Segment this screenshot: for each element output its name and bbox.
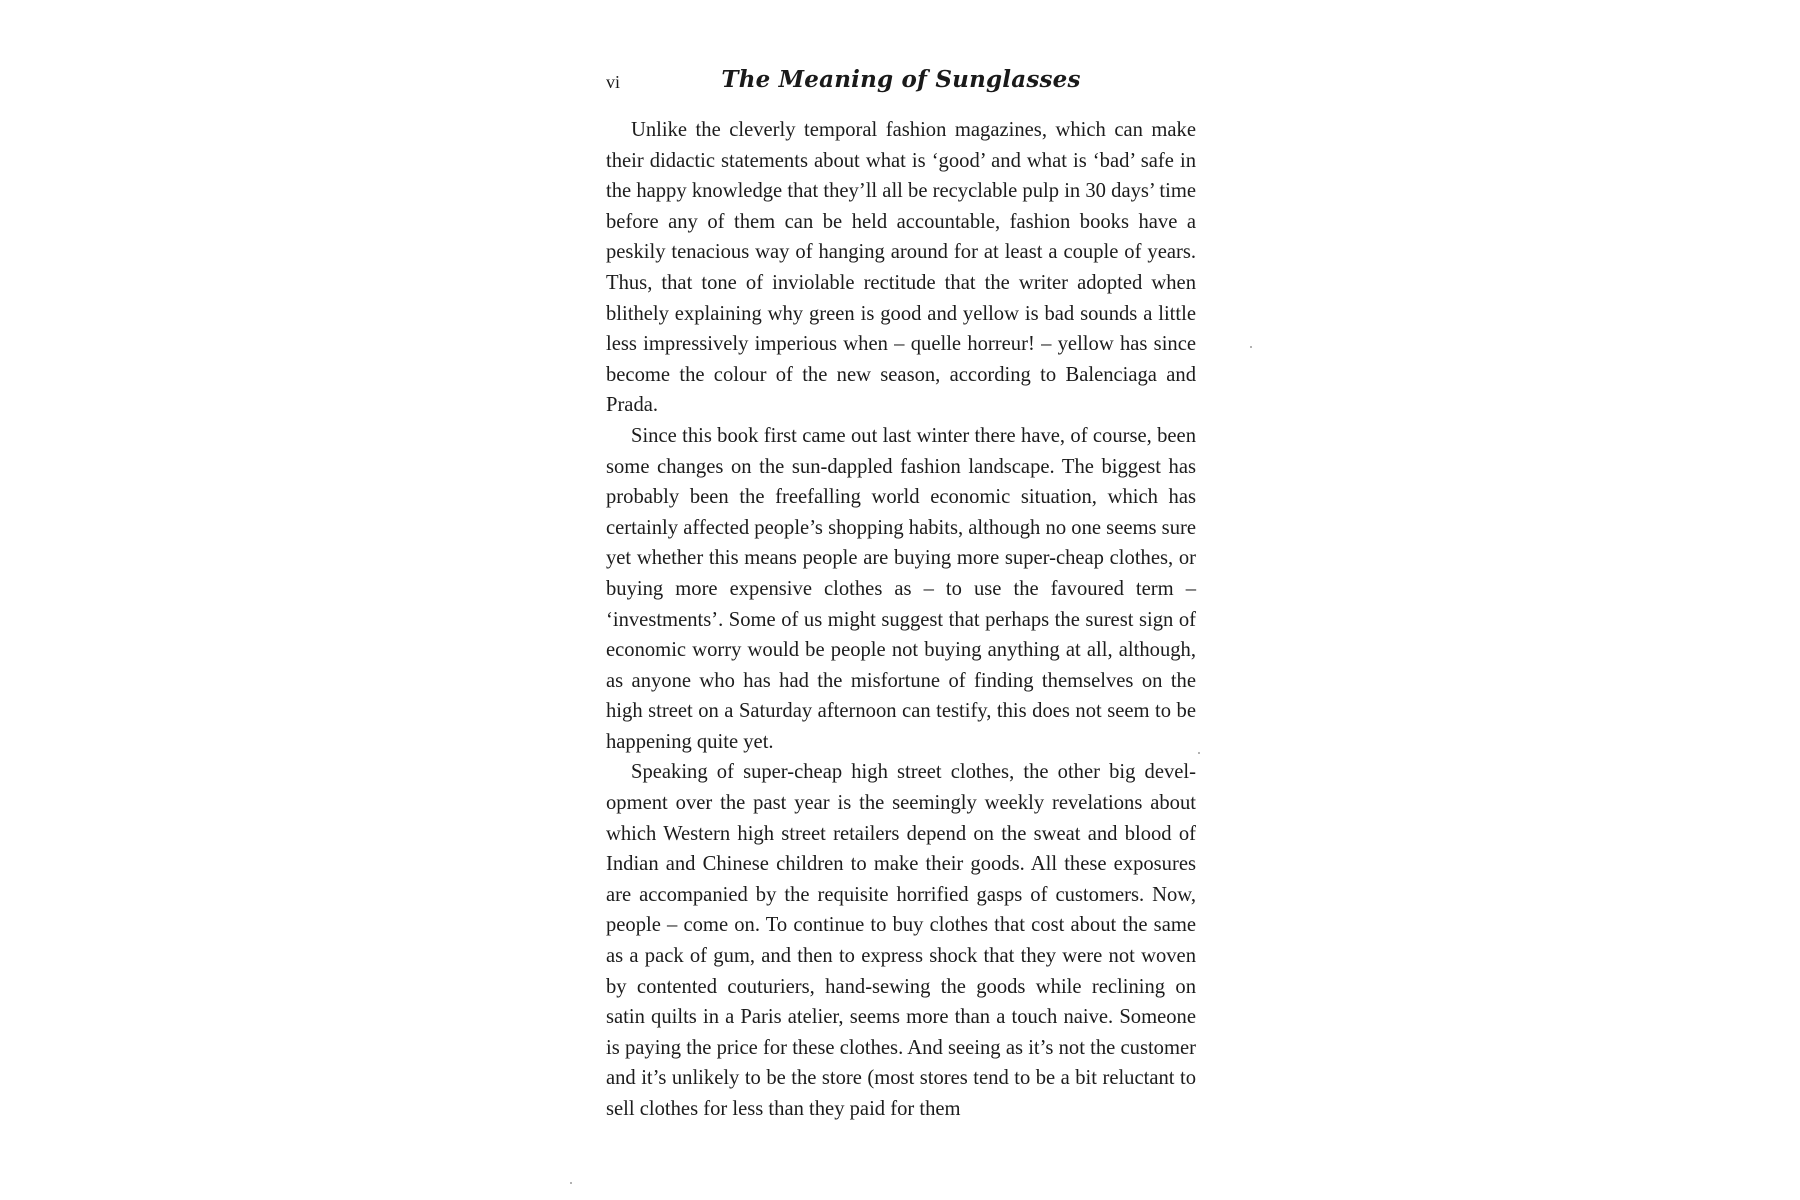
body-text (606, 115, 1196, 1125)
scan-speck (1198, 752, 1200, 754)
page-header (606, 66, 1196, 100)
paragraph-2: Since this book first came out last winter there have, of course, been some changes on the sun-dappled fashion landscape. The biggest has probably been the freefalling world economic situation, which has certainly affected people’s shopping habits, although no one seems sure yet whether this means people are buying more super-cheap clothes, or buying more expensive clothes as – to use the favoured term – ‘investments’. Some of us might suggest that perhaps the surest sign of economic worry would be people not buying anything at all, although, as anyone who has had the misfortune of finding themselves on the high street on a Saturday afternoon can testify, this does not seem to be happening quite yet. (606, 424, 1196, 753)
scan-speck (1250, 346, 1252, 348)
scan-speck (570, 1182, 572, 1184)
running-title: The Meaning of Sunglasses (721, 66, 1081, 93)
paragraph-3: Speaking of super-cheap high street clothes, the other big development over the past year is the seemingly weekly revelations about which Western high street retailers depend on the sweat and blood of Indian and Chinese children to make their goods. All these exposures are accompanied by the requisite horrified gasps of customers. Now, people – come on. To continue to buy clothes that cost about the same as a pack of gum, and then to express shock that they were not woven by contented couturiers, hand-sewing the goods while reclining on satin quilts in a Paris atelier, seems more than a touch naive. Someone is paying the price for these clothes. And seeing as it’s not the customer and it’s unlikely to be the store (most stores tend to be a bit reluctant to sell clothes for less than they paid for them (606, 761, 1196, 1120)
paragraph-1: Unlike the cleverly temporal fashion magazines, which can make their didactic statements about what is ‘good’ and what is ‘bad’ safe in the happy knowledge that they’ll all be recyclable pulp in 30 days’ time before any of them can be held accountable, fashion books have a peskily tenacious way of hanging around for at least a couple of years. Thus, that tone of inviolable rectitude that the writer adopted when blithely explaining why green is good and yellow is bad sounds a little less impressively imperious when – quelle horreur! – yellow has since become the colour of the new season, according to Balenciaga and Prada. (606, 119, 1196, 417)
page-number: vi (606, 72, 621, 92)
